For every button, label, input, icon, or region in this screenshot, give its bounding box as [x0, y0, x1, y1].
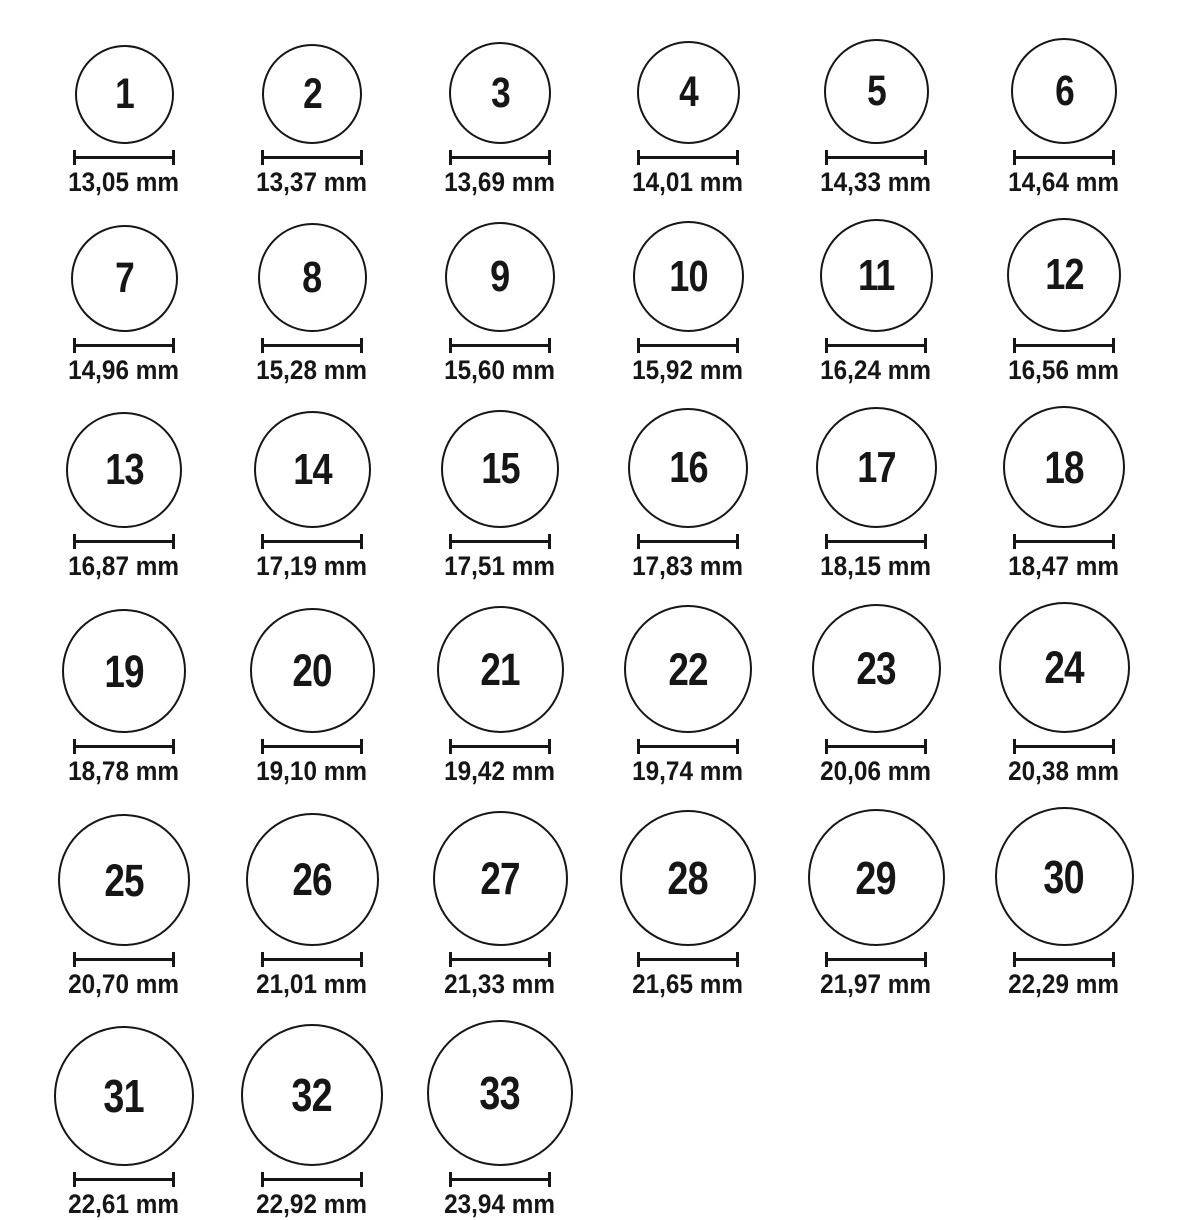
measure-line: [825, 540, 927, 543]
diameter-measure-bar: [73, 338, 175, 353]
diameter-measure-bar: [637, 739, 739, 754]
chart-row: [30, 1020, 1200, 1220]
ring-size-cell: [594, 605, 782, 787]
diameter-measure-bar: [825, 739, 927, 754]
diameter-measure-bar: [1013, 534, 1115, 549]
ring-circle: [449, 42, 551, 144]
diameter-label: 19,74 mm: [632, 756, 744, 787]
ring-size-number: 12: [1044, 250, 1084, 300]
ring-size-cell: [30, 225, 218, 386]
ring-size-cell: [406, 811, 594, 1000]
measure-tick-right-icon: [1112, 150, 1115, 165]
measure-tick-right-icon: [172, 534, 175, 549]
ring-circle: [62, 609, 186, 733]
ring-size-cell: [218, 411, 406, 582]
ring-size-cell: [30, 412, 218, 582]
diameter-label: 16,87 mm: [68, 551, 180, 582]
ring-size-cell: [970, 602, 1158, 787]
measure-tick-right-icon: [548, 1172, 551, 1187]
measure-tick-right-icon: [736, 534, 739, 549]
measure-line: [449, 958, 551, 961]
ring-circle: [808, 809, 945, 946]
ring-circle: [812, 604, 941, 733]
measure-tick-right-icon: [1112, 338, 1115, 353]
measure-tick-right-icon: [172, 1172, 175, 1187]
measure-line: [261, 745, 363, 748]
ring-size-number: 7: [114, 254, 134, 303]
ring-circle: [254, 411, 371, 528]
ring-size-number: 5: [866, 67, 886, 115]
diameter-measure-bar: [73, 150, 175, 165]
ring-size-cell: [970, 218, 1158, 386]
ring-size-number: 1: [114, 70, 134, 118]
measure-line: [73, 958, 175, 961]
ring-size-number: 8: [302, 252, 322, 302]
measure-line: [449, 540, 551, 543]
ring-size-cell: [594, 41, 782, 198]
diameter-label: 21,97 mm: [820, 969, 932, 1000]
diameter-measure-bar: [1013, 952, 1115, 967]
diameter-label: 14,96 mm: [68, 355, 180, 386]
diameter-label: 19,42 mm: [444, 756, 556, 787]
measure-tick-right-icon: [548, 150, 551, 165]
diameter-measure-bar: [261, 1172, 363, 1187]
measure-line: [261, 156, 363, 159]
measure-tick-right-icon: [172, 739, 175, 754]
ring-circle: [445, 222, 555, 332]
ring-circle: [624, 605, 752, 733]
ring-circle: [633, 221, 744, 332]
measure-tick-right-icon: [360, 1172, 363, 1187]
measure-line: [73, 540, 175, 543]
measure-line: [1013, 156, 1115, 159]
measure-tick-right-icon: [736, 952, 739, 967]
measure-line: [825, 344, 927, 347]
diameter-measure-bar: [73, 952, 175, 967]
diameter-measure-bar: [449, 338, 551, 353]
measure-tick-right-icon: [360, 150, 363, 165]
measure-tick-right-icon: [360, 952, 363, 967]
ring-circle: [71, 225, 178, 332]
measure-line: [637, 958, 739, 961]
measure-line: [449, 745, 551, 748]
diameter-label: 22,92 mm: [256, 1189, 368, 1220]
ring-size-cell: [782, 407, 970, 582]
diameter-label: 21,33 mm: [444, 969, 556, 1000]
chart-row: [30, 807, 1200, 1000]
ring-circle: [1003, 406, 1125, 528]
measure-line: [825, 156, 927, 159]
ring-size-number: 3: [490, 68, 510, 117]
ring-circle: [58, 814, 190, 946]
diameter-measure-bar: [261, 338, 363, 353]
ring-size-number: 27: [480, 853, 520, 905]
diameter-measure-bar: [261, 150, 363, 165]
ring-circle: [241, 1024, 383, 1166]
measure-tick-right-icon: [548, 338, 551, 353]
measure-line: [261, 1178, 363, 1181]
diameter-measure-bar: [449, 1172, 551, 1187]
ring-circle: [433, 811, 568, 946]
ring-size-cell: [218, 1024, 406, 1220]
diameter-measure-bar: [261, 739, 363, 754]
ring-size-number: 22: [668, 643, 708, 695]
diameter-label: 17,19 mm: [256, 551, 368, 582]
measure-tick-right-icon: [736, 338, 739, 353]
diameter-measure-bar: [637, 150, 739, 165]
ring-size-number: 16: [668, 443, 708, 493]
ring-circle: [628, 408, 748, 528]
chart-row: [30, 406, 1200, 582]
ring-size-cell: [30, 609, 218, 787]
diameter-label: 20,70 mm: [68, 969, 180, 1000]
diameter-measure-bar: [73, 739, 175, 754]
ring-circle: [637, 41, 740, 144]
ring-size-number: 32: [291, 1069, 333, 1122]
chart-row: [30, 38, 1200, 198]
ring-circle: [75, 45, 174, 144]
ring-size-number: 23: [856, 643, 896, 695]
ring-size-cell: [594, 408, 782, 582]
diameter-measure-bar: [637, 534, 739, 549]
measure-line: [1013, 344, 1115, 347]
ring-size-cell: [406, 222, 594, 386]
ring-size-number: 29: [855, 851, 897, 904]
ring-size-number: 15: [480, 444, 520, 494]
ring-size-cell: [218, 44, 406, 198]
diameter-measure-bar: [261, 952, 363, 967]
ring-size-number: 17: [856, 442, 896, 492]
diameter-measure-bar: [449, 952, 551, 967]
ring-size-cell: [30, 1026, 218, 1220]
ring-circle: [262, 44, 362, 144]
ring-size-number: 9: [490, 252, 510, 302]
ring-circle: [258, 223, 367, 332]
diameter-label: 13,05 mm: [68, 167, 180, 197]
diameter-label: 14,01 mm: [632, 167, 744, 197]
ring-size-number: 33: [479, 1067, 521, 1120]
ring-size-number: 2: [302, 69, 322, 118]
ring-circle: [1007, 218, 1121, 332]
ring-circle: [995, 807, 1134, 946]
ring-size-number: 28: [667, 852, 709, 905]
diameter-label: 13,37 mm: [256, 167, 368, 197]
diameter-label: 17,51 mm: [444, 551, 556, 582]
measure-tick-right-icon: [548, 534, 551, 549]
diameter-measure-bar: [637, 952, 739, 967]
ring-size-cell: [970, 406, 1158, 582]
measure-tick-right-icon: [924, 952, 927, 967]
diameter-label: 23,94 mm: [444, 1189, 556, 1220]
diameter-label: 21,65 mm: [632, 969, 744, 1000]
ring-size-cell: [218, 223, 406, 386]
ring-size-cell: [782, 219, 970, 386]
ring-circle: [66, 412, 182, 528]
diameter-label: 17,83 mm: [632, 551, 744, 582]
ring-circle: [1011, 38, 1117, 144]
measure-tick-right-icon: [1112, 534, 1115, 549]
measure-tick-right-icon: [1112, 952, 1115, 967]
ring-size-number: 24: [1044, 642, 1084, 694]
ring-size-cell: [594, 221, 782, 386]
ring-size-number: 18: [1044, 441, 1084, 493]
ring-circle: [427, 1020, 573, 1166]
ring-size-cell: [970, 38, 1158, 198]
ring-size-number: 11: [857, 250, 895, 300]
measure-line: [261, 958, 363, 961]
measure-line: [261, 344, 363, 347]
diameter-measure-bar: [825, 338, 927, 353]
measure-tick-right-icon: [548, 739, 551, 754]
ring-size-number: 14: [292, 444, 332, 494]
diameter-measure-bar: [449, 534, 551, 549]
diameter-label: 13,69 mm: [444, 167, 556, 197]
ring-size-cell: [970, 807, 1158, 1000]
diameter-label: 21,01 mm: [256, 969, 368, 1000]
ring-circle: [824, 39, 929, 144]
ring-size-number: 10: [668, 251, 708, 301]
measure-line: [1013, 958, 1115, 961]
ring-circle: [441, 410, 559, 528]
measure-tick-right-icon: [172, 338, 175, 353]
measure-line: [637, 344, 739, 347]
diameter-measure-bar: [825, 150, 927, 165]
ring-size-cell: [594, 810, 782, 1000]
ring-size-number: 25: [104, 854, 144, 906]
measure-tick-right-icon: [924, 739, 927, 754]
diameter-label: 18,78 mm: [68, 756, 180, 787]
diameter-label: 19,10 mm: [256, 756, 368, 787]
measure-tick-right-icon: [1112, 739, 1115, 754]
diameter-measure-bar: [1013, 739, 1115, 754]
measure-line: [261, 540, 363, 543]
ring-size-number: 31: [103, 1070, 145, 1123]
chart-row: [30, 602, 1200, 787]
diameter-measure-bar: [261, 534, 363, 549]
diameter-label: 18,47 mm: [1008, 551, 1120, 582]
measure-tick-right-icon: [360, 534, 363, 549]
diameter-label: 14,33 mm: [820, 167, 932, 197]
ring-circle: [250, 608, 375, 733]
measure-line: [73, 156, 175, 159]
ring-size-cell: [30, 814, 218, 1000]
diameter-label: 16,56 mm: [1008, 355, 1120, 386]
ring-size-number: 21: [480, 644, 520, 696]
measure-tick-right-icon: [736, 150, 739, 165]
measure-line: [825, 745, 927, 748]
diameter-label: 20,38 mm: [1008, 756, 1120, 787]
measure-line: [1013, 745, 1115, 748]
measure-line: [449, 156, 551, 159]
measure-tick-right-icon: [360, 739, 363, 754]
diameter-measure-bar: [825, 534, 927, 549]
ring-size-number: 26: [292, 854, 332, 906]
measure-tick-right-icon: [924, 534, 927, 549]
ring-size-cell: [218, 813, 406, 1000]
measure-line: [825, 958, 927, 961]
ring-size-cell: [406, 42, 594, 198]
ring-size-number: 4: [678, 68, 698, 116]
measure-line: [449, 1178, 551, 1181]
diameter-label: 22,29 mm: [1008, 969, 1120, 1000]
ring-size-number: 30: [1043, 850, 1085, 903]
measure-tick-right-icon: [548, 952, 551, 967]
diameter-measure-bar: [1013, 150, 1115, 165]
measure-line: [449, 344, 551, 347]
ring-size-cell: [218, 608, 406, 787]
measure-line: [73, 1178, 175, 1181]
diameter-measure-bar: [73, 1172, 175, 1187]
ring-size-cell: [406, 1020, 594, 1220]
measure-line: [637, 540, 739, 543]
measure-line: [1013, 540, 1115, 543]
diameter-measure-bar: [825, 952, 927, 967]
ring-circle: [820, 219, 933, 332]
measure-tick-right-icon: [736, 739, 739, 754]
measure-line: [637, 745, 739, 748]
diameter-label: 15,60 mm: [444, 355, 556, 386]
ring-circle: [54, 1026, 194, 1166]
ring-size-number: 20: [292, 645, 332, 697]
diameter-label: 16,24 mm: [820, 355, 932, 386]
diameter-measure-bar: [449, 739, 551, 754]
diameter-label: 15,92 mm: [632, 355, 744, 386]
ring-size-cell: [30, 45, 218, 198]
diameter-label: 22,61 mm: [68, 1189, 180, 1220]
chart-row: [30, 218, 1200, 386]
ring-circle: [816, 407, 937, 528]
ring-circle: [620, 810, 756, 946]
ring-size-cell: [406, 410, 594, 582]
measure-tick-right-icon: [172, 150, 175, 165]
measure-tick-right-icon: [172, 952, 175, 967]
ring-circle: [437, 606, 564, 733]
ring-size-cell: [406, 606, 594, 787]
diameter-label: 20,06 mm: [820, 756, 932, 787]
measure-tick-right-icon: [924, 150, 927, 165]
ring-circle: [999, 602, 1130, 733]
measure-tick-right-icon: [360, 338, 363, 353]
diameter-measure-bar: [73, 534, 175, 549]
diameter-measure-bar: [449, 150, 551, 165]
ring-size-cell: [782, 604, 970, 787]
measure-line: [73, 745, 175, 748]
measure-tick-right-icon: [924, 338, 927, 353]
measure-line: [637, 156, 739, 159]
ring-circle: [246, 813, 379, 946]
ring-size-number: 19: [104, 645, 144, 697]
ring-size-number: 6: [1054, 66, 1074, 115]
ring-size-number: 13: [104, 445, 144, 495]
diameter-measure-bar: [1013, 338, 1115, 353]
ring-size-cell: [782, 39, 970, 198]
diameter-label: 18,15 mm: [820, 551, 932, 582]
diameter-label: 14,64 mm: [1008, 167, 1120, 197]
diameter-label: 15,28 mm: [256, 355, 368, 386]
diameter-measure-bar: [637, 338, 739, 353]
ring-size-cell: [782, 809, 970, 1000]
measure-line: [73, 344, 175, 347]
